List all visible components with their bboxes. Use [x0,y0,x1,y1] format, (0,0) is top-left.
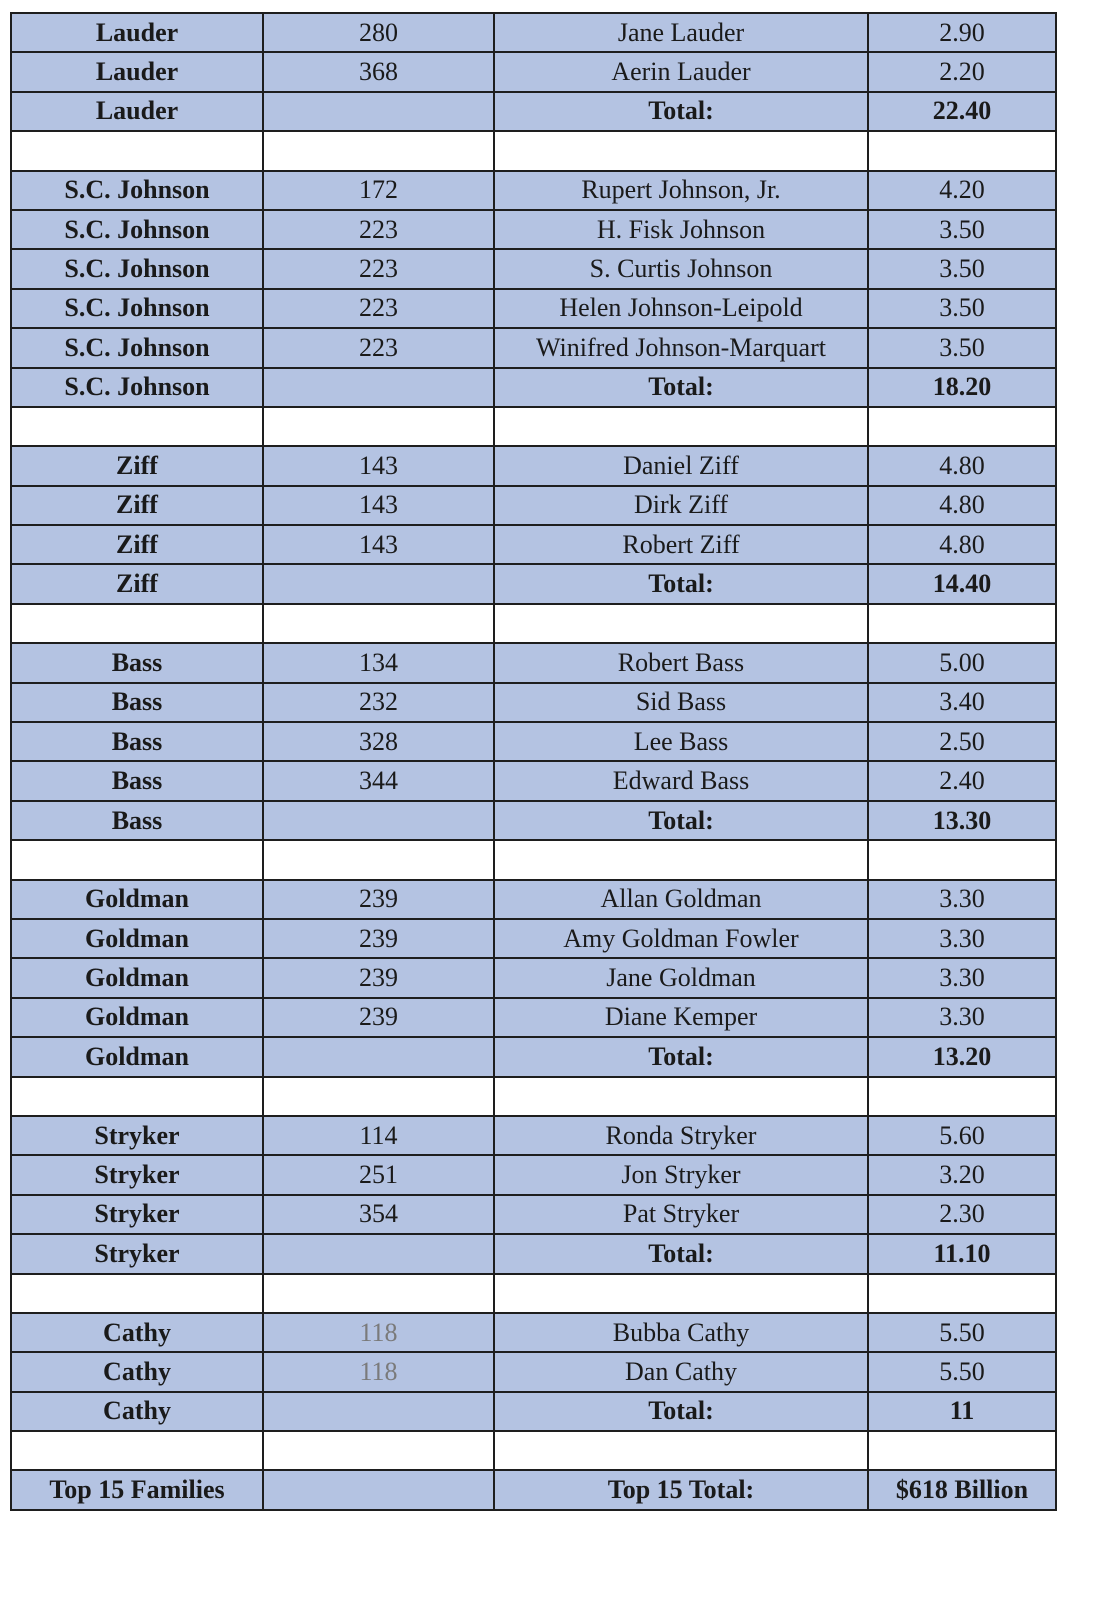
families-wealth-table [10,12,1057,1511]
rank-cell: 368 [263,52,494,91]
family-cell: Stryker [11,1234,263,1273]
empty-cell [263,407,494,446]
member-name-cell: Pat Stryker [494,1195,868,1234]
net-worth-cell: 5.00 [868,643,1056,682]
total-label-cell: Total: [494,801,868,840]
total-label-cell: Total: [494,564,868,603]
family-total-row [11,368,1056,407]
member-name-cell: H. Fisk Johnson [494,210,868,249]
family-cell: Ziff [11,525,263,564]
table-row [11,52,1056,91]
empty-cell [868,1077,1056,1116]
empty-cell [263,1037,494,1076]
spacer-row [11,840,1056,879]
family-total-cell: 13.30 [868,801,1056,840]
member-name-cell: Jane Lauder [494,13,868,52]
table-row [11,249,1056,288]
empty-cell [868,1274,1056,1313]
family-cell: Ziff [11,564,263,603]
family-cell: Lauder [11,92,263,131]
empty-cell [494,407,868,446]
empty-cell [11,1274,263,1313]
spacer-row [11,1431,1056,1470]
empty-cell [868,840,1056,879]
member-name-cell: Dan Cathy [494,1352,868,1391]
grand-total-row [11,1470,1056,1509]
spacer-row [11,407,1056,446]
family-total-row [11,564,1056,603]
family-total-cell: 22.40 [868,92,1056,131]
family-cell: Bass [11,801,263,840]
empty-cell [263,840,494,879]
empty-cell [263,1431,494,1470]
empty-cell [263,368,494,407]
table-row [11,958,1056,997]
spacer-row [11,131,1056,170]
rank-cell: 344 [263,761,494,800]
rank-cell: 172 [263,171,494,210]
empty-cell [494,840,868,879]
total-label-cell: Total: [494,368,868,407]
table-row [11,13,1056,52]
empty-cell [263,1392,494,1431]
table-row [11,210,1056,249]
rank-cell: 223 [263,289,494,328]
member-name-cell: Lee Bass [494,722,868,761]
rank-cell: 143 [263,525,494,564]
net-worth-cell: 5.50 [868,1313,1056,1352]
net-worth-cell: 3.30 [868,998,1056,1037]
net-worth-cell: 4.20 [868,171,1056,210]
total-label-cell: Total: [494,1392,868,1431]
family-cell: Goldman [11,1037,263,1076]
member-name-cell: Edward Bass [494,761,868,800]
family-cell: Lauder [11,52,263,91]
table-row [11,328,1056,367]
table-row [11,998,1056,1037]
table-row [11,1116,1056,1155]
family-total-cell: 11 [868,1392,1056,1431]
table-row [11,880,1056,919]
member-name-cell: Bubba Cathy [494,1313,868,1352]
table-row [11,486,1056,525]
rank-cell: 251 [263,1155,494,1194]
empty-cell [868,1431,1056,1470]
family-cell: S.C. Johnson [11,289,263,328]
family-cell: S.C. Johnson [11,249,263,288]
family-cell: S.C. Johnson [11,328,263,367]
family-cell: Cathy [11,1392,263,1431]
empty-cell [494,1274,868,1313]
family-cell: Stryker [11,1195,263,1234]
family-cell: Stryker [11,1155,263,1194]
rank-cell: 328 [263,722,494,761]
empty-cell [263,1077,494,1116]
rank-cell: 134 [263,643,494,682]
empty-cell [263,1234,494,1273]
families-table-container [10,12,1057,1511]
net-worth-cell: 3.20 [868,1155,1056,1194]
empty-cell [263,92,494,131]
family-cell: Goldman [11,998,263,1037]
family-cell: Cathy [11,1313,263,1352]
member-name-cell: Jon Stryker [494,1155,868,1194]
member-name-cell: Allan Goldman [494,880,868,919]
total-label-cell: Total: [494,92,868,131]
table-row [11,171,1056,210]
table-row [11,683,1056,722]
empty-cell [263,801,494,840]
rank-cell: 143 [263,446,494,485]
spacer-row [11,604,1056,643]
rank-cell: 232 [263,683,494,722]
family-cell: Goldman [11,880,263,919]
family-cell: Lauder [11,13,263,52]
rank-cell: 223 [263,210,494,249]
grand-total-family-label: Top 15 Families [11,1470,263,1509]
member-name-cell: Ronda Stryker [494,1116,868,1155]
rank-cell: 223 [263,328,494,367]
member-name-cell: Aerin Lauder [494,52,868,91]
table-row [11,1155,1056,1194]
net-worth-cell: 3.50 [868,249,1056,288]
family-cell: Bass [11,643,263,682]
family-cell: Bass [11,722,263,761]
family-cell: Stryker [11,1116,263,1155]
member-name-cell: Diane Kemper [494,998,868,1037]
empty-cell [11,840,263,879]
member-name-cell: Amy Goldman Fowler [494,919,868,958]
empty-cell [263,604,494,643]
empty-cell [868,604,1056,643]
empty-cell [11,131,263,170]
table-row [11,1195,1056,1234]
net-worth-cell: 2.30 [868,1195,1056,1234]
family-cell: Bass [11,683,263,722]
rank-cell: 354 [263,1195,494,1234]
rank-cell: 239 [263,998,494,1037]
table-row [11,289,1056,328]
family-cell: S.C. Johnson [11,171,263,210]
total-label-cell: Total: [494,1037,868,1076]
empty-cell [494,131,868,170]
empty-cell [868,407,1056,446]
net-worth-cell: 3.30 [868,880,1056,919]
family-cell: Bass [11,761,263,800]
rank-cell: 239 [263,958,494,997]
member-name-cell: Helen Johnson-Leipold [494,289,868,328]
net-worth-cell: 3.30 [868,958,1056,997]
net-worth-cell: 3.40 [868,683,1056,722]
family-cell: S.C. Johnson [11,368,263,407]
member-name-cell: Jane Goldman [494,958,868,997]
net-worth-cell: 2.90 [868,13,1056,52]
family-total-cell: 18.20 [868,368,1056,407]
net-worth-cell: 3.30 [868,919,1056,958]
family-total-cell: 13.20 [868,1037,1056,1076]
family-cell: Ziff [11,486,263,525]
rank-cell: 280 [263,13,494,52]
rank-cell: 118 [263,1313,494,1352]
net-worth-cell: 2.40 [868,761,1056,800]
net-worth-cell: 5.60 [868,1116,1056,1155]
net-worth-cell: 3.50 [868,328,1056,367]
table-row [11,919,1056,958]
net-worth-cell: 3.50 [868,210,1056,249]
rank-cell: 143 [263,486,494,525]
total-label-cell: Total: [494,1234,868,1273]
table-row [11,761,1056,800]
rank-cell: 223 [263,249,494,288]
family-total-cell: 11.10 [868,1234,1056,1273]
family-cell: Ziff [11,446,263,485]
net-worth-cell: 3.50 [868,289,1056,328]
member-name-cell: Robert Bass [494,643,868,682]
net-worth-cell: 4.80 [868,486,1056,525]
table-row [11,1313,1056,1352]
table-row [11,643,1056,682]
member-name-cell: Winifred Johnson-Marquart [494,328,868,367]
rank-cell: 118 [263,1352,494,1391]
spacer-row [11,1077,1056,1116]
family-total-row [11,1234,1056,1273]
empty-cell [263,131,494,170]
family-total-row [11,92,1056,131]
empty-cell [494,604,868,643]
net-worth-cell: 4.80 [868,446,1056,485]
member-name-cell: Dirk Ziff [494,486,868,525]
grand-total-label: Top 15 Total: [494,1470,868,1509]
table-row [11,525,1056,564]
family-cell: Goldman [11,958,263,997]
empty-cell [494,1431,868,1470]
family-total-row [11,1037,1056,1076]
table-row [11,1352,1056,1391]
member-name-cell: Sid Bass [494,683,868,722]
empty-cell [11,1077,263,1116]
empty-cell [263,1274,494,1313]
net-worth-cell: 2.20 [868,52,1056,91]
member-name-cell: Daniel Ziff [494,446,868,485]
empty-cell [494,1077,868,1116]
empty-cell [868,131,1056,170]
rank-cell: 239 [263,919,494,958]
table-row [11,446,1056,485]
net-worth-cell: 4.80 [868,525,1056,564]
member-name-cell: Robert Ziff [494,525,868,564]
net-worth-cell: 2.50 [868,722,1056,761]
member-name-cell: Rupert Johnson, Jr. [494,171,868,210]
family-cell: Cathy [11,1352,263,1391]
empty-cell [11,407,263,446]
family-cell: Goldman [11,919,263,958]
net-worth-cell: 5.50 [868,1352,1056,1391]
spacer-row [11,1274,1056,1313]
empty-cell [263,564,494,603]
empty-cell [263,1470,494,1509]
table-row [11,722,1056,761]
grand-total-value: $618 Billion [868,1470,1056,1509]
rank-cell: 114 [263,1116,494,1155]
rank-cell: 239 [263,880,494,919]
member-name-cell: S. Curtis Johnson [494,249,868,288]
empty-cell [11,604,263,643]
family-total-row [11,801,1056,840]
family-total-cell: 14.40 [868,564,1056,603]
family-cell: S.C. Johnson [11,210,263,249]
empty-cell [11,1431,263,1470]
family-total-row [11,1392,1056,1431]
table-body [11,13,1056,1510]
